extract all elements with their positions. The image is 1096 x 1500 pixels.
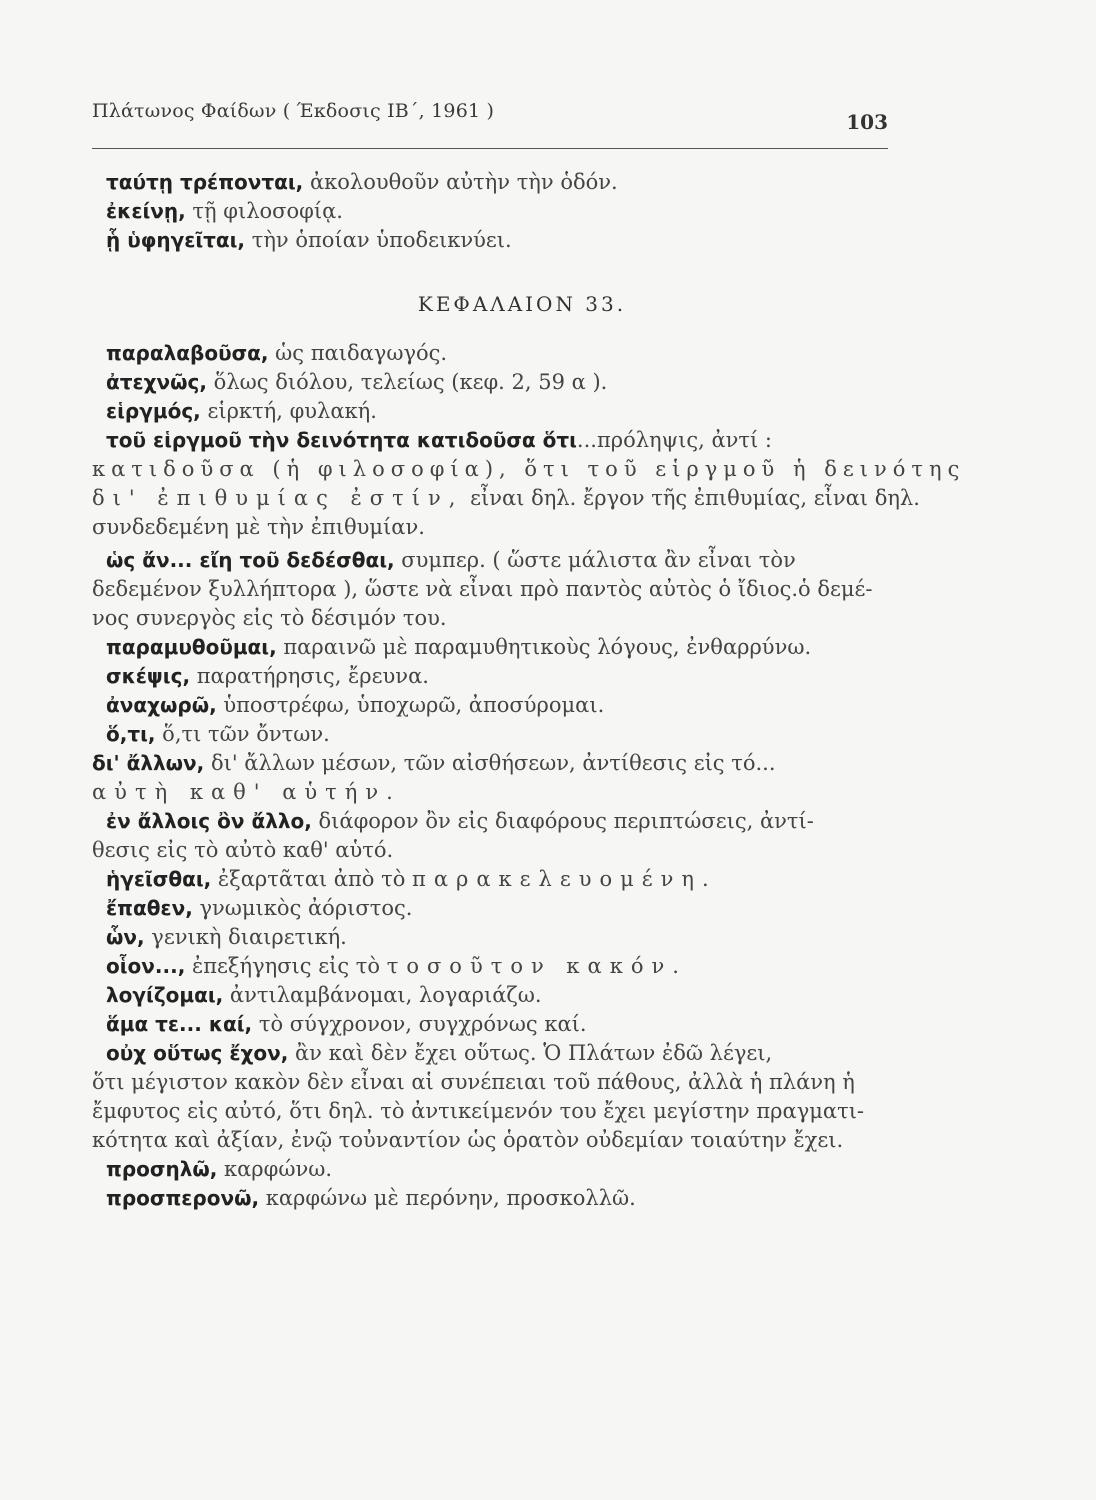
gloss: παρατήρησις, ἔρευνα. [190,664,429,688]
gloss-continuation [92,513,892,542]
gloss: ἔμφυτος εἰς αὐτό, ὅτι δηλ. τὸ ἀντικείμενόν του ἔχει μεγίστην πραγματι- [92,1099,865,1123]
gloss: διάφορον ὂν εἰς διαφόρους περιπτώσεις, ἀντί- [311,809,814,833]
lemma: εἱργμός, [106,399,201,423]
lemma: ᾗ ὑφηγεῖται, [106,228,246,252]
gloss-line [92,923,892,952]
gloss-line [92,168,892,197]
gloss: ὅ,τι τῶν ὄντων. [155,722,330,746]
gloss-spaced: αὐτὴ καθ' αὑτήν. [92,780,401,804]
lemma: ἀτεχνῶς, [106,370,207,394]
gloss-line [92,807,892,836]
running-title: Πλάτωνος Φαίδων ( Έκδοσις ΙΒ΄, 1961 ) [92,100,495,122]
gloss-line [92,1010,892,1039]
gloss: ἐπεξήγησις εἰς τὸ [185,954,387,978]
lemma: ἐκείνῃ, [106,199,186,223]
gloss-line [92,662,892,691]
gloss-line [92,691,892,720]
lemma: λογίζομαι, [106,983,224,1007]
gloss-line [92,368,892,397]
gloss: εἱρκτή, φυλακή. [200,399,377,423]
gloss: ἐξαρτᾶται ἀπὸ τὸ [211,867,413,891]
lemma: σκέψις, [106,664,191,688]
gloss: θεσις εἰς τὸ αὐτὸ καθ' αὑτό. [92,838,394,862]
lemma: παραλαβοῦσα, [106,341,269,365]
gloss-line [92,749,892,778]
gloss: ὑποστρέφω, ὑποχωρῶ, ἀποσύρομαι. [216,693,605,717]
gloss: ἀντιλαμβάνομαι, λογαριάζω. [223,983,542,1007]
gloss-continuation [92,484,920,513]
gloss: ἀκολουθοῦν αὐτὴν τὴν ὁδόν. [303,170,618,194]
gloss: ὅλως διόλου, τελείως (κεφ. 2, 59 α ). [207,370,608,394]
gloss: εἶναι δηλ. ἔργον τῆς ἐπιθυμίας, εἶναι δηλ. [463,486,920,510]
gloss-continuation [92,455,966,484]
gloss: γενικὴ διαιρετική. [144,925,347,949]
page-number: 103 [846,110,888,134]
gloss-spaced: δι' ἐπιθυμίας ἐστίν, [92,486,464,510]
gloss: δεδεμένον ξυλλήπτορα ), ὥστε νὰ εἶναι πρὸ παντὸς αὐτὸς ὁ ἴδιος.ὁ δεμέ- [92,577,873,601]
lemma: ὡς ἄν... εἴη τοῦ δεδέσθαι, [106,548,395,572]
gloss-line [92,397,892,426]
gloss-line [92,894,892,923]
gloss-continuation [92,575,892,604]
lemma: ἅμα τε... καί, [106,1012,253,1036]
gloss-line [92,952,892,981]
gloss-line [92,339,892,368]
lemma: προσπερονῶ, [106,1186,260,1210]
lemma: προσηλῶ, [106,1157,218,1181]
gloss: ὅτι μέγιστον κακὸν δὲν εἶναι αἱ συνέπειαι τοῦ πάθους, ἀλλὰ ἡ πλάνη ἡ [92,1070,855,1094]
gloss-line [92,226,892,255]
gloss-spaced: παρακελευομένη. [412,867,717,891]
gloss-line [92,865,892,894]
gloss-continuation [92,1126,892,1155]
gloss-line [92,546,892,575]
lemma: ὅ,τι, [106,722,156,746]
gloss-continuation [92,604,892,633]
gloss-line [92,1184,892,1213]
gloss: δι' ἄλλων μέσων, τῶν αἰσθήσεων, ἀντίθεσις εἰς τό... [204,751,776,775]
gloss-line [92,1039,892,1068]
gloss: συνδεδεμένη μὲ τὴν ἐπιθυμίαν. [92,515,425,539]
page-body [92,168,966,1213]
lemma: ἀναχωρῶ, [106,693,217,717]
lemma: τοῦ εἱργμοῦ τὴν δεινότητα κατιδοῦσα ὅτι [106,428,577,452]
gloss: παραινῶ μὲ παραμυθητικοὺς λόγους, ἐνθαρρύνω. [276,635,812,659]
gloss-spaced: τοσοῦτον κακόν. [386,954,687,978]
gloss: κότητα καὶ ἀξίαν, ἐνῷ τοὐναντίον ὡς ὁρατὸν οὐδεμίαν τοιαύτην ἔχει. [92,1128,844,1152]
gloss-line [92,197,892,226]
gloss-line [92,720,892,749]
gloss: τὸ σύγχρονον, συγχρόνως καί. [252,1012,587,1036]
gloss: ἂν καὶ δὲν ἔχει οὕτως. Ὁ Πλάτων ἐδῶ λέγει, [288,1041,773,1065]
gloss: τῇ φιλοσοφίᾳ. [185,199,343,223]
gloss-line [92,426,892,455]
gloss: γνωμικὸς ἀόριστος. [192,896,413,920]
lemma: δι' ἄλλων, [92,751,205,775]
gloss: καρφώνω μὲ περόνην, προσκολλῶ. [259,1186,636,1210]
gloss-continuation [92,778,892,807]
page-header [92,96,888,149]
chapter-heading: ΚΕΦΑΛΑΙΟΝ 33. [417,292,627,316]
gloss: ...πρόληψις, ἀντί : [576,428,772,452]
gloss: ὡς παιδαγωγός. [268,341,448,365]
lemma: παραμυθοῦμαι, [106,635,277,659]
lemma: ὧν, [106,925,145,949]
gloss-line [92,1155,892,1184]
gloss: τὴν ὁποίαν ὑποδεικνύει. [245,228,512,252]
gloss-line [92,981,892,1010]
gloss: συμπερ. ( ὥστε μάλιστα ἂν εἶναι τὸν [394,548,796,572]
gloss: κατιδοῦσα (ἡ φιλοσοφία), ὅτι τοῦ εἱργμοῦ ἡ δεινότης [92,457,966,481]
gloss: καρφώνω. [217,1157,333,1181]
gloss-continuation [92,1097,892,1126]
lemma: οὐχ οὕτως ἔχον, [106,1041,289,1065]
lemma: οἷον..., [106,954,186,978]
lemma: ἐν ἄλλοις ὂν ἄλλο, [106,809,312,833]
lemma: ταύτῃ τρέπονται, [106,170,304,194]
lemma: ἡγεῖσθαι, [106,867,212,891]
gloss-continuation [92,1068,892,1097]
gloss-continuation [92,836,892,865]
gloss-line [92,633,892,662]
lemma: ἔπαθεν, [106,896,193,920]
gloss: νος συνεργὸς εἰς τὸ δέσιμόν του. [92,606,447,630]
